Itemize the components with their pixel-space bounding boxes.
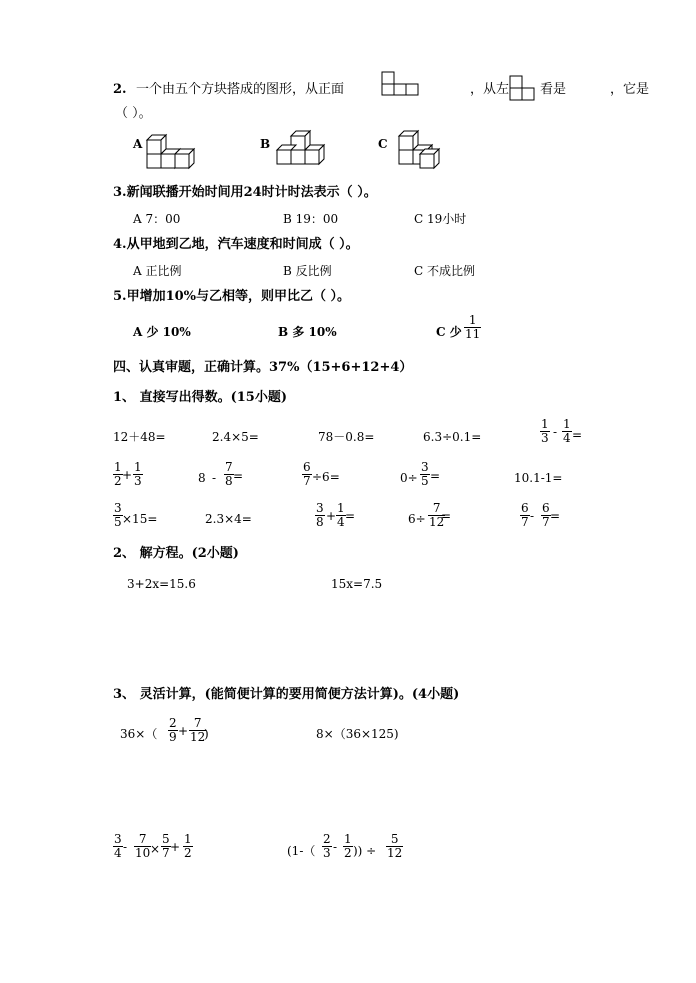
- flex-c-fraction-b: $\frac{7}{10}$: [135, 832, 151, 860]
- q3-text: 3.新闻联播开始时间用24时计时法表示（ ）。: [113, 185, 377, 200]
- q5-option-a: A 少 10%: [133, 325, 191, 339]
- section-4-title: 四、认真审题，正确计算。37%（15+6+12+4）: [113, 360, 413, 375]
- calc-1: 12＋48=: [113, 430, 166, 444]
- calc-4: 6.3÷0.1=: [423, 430, 482, 444]
- flex-c-fraction-c: $\frac{5}{7}$: [162, 832, 170, 860]
- q2-answer-paren: （ ）。: [115, 106, 152, 121]
- calc-15-fraction-a: $\frac{6}{7}$: [521, 501, 529, 529]
- q2-text-see: 看是: [540, 82, 567, 97]
- calc-11-fraction: $\frac{3}{5}$: [114, 501, 122, 529]
- calc-13-fraction-b: $\frac{1}{4}$: [337, 501, 345, 529]
- flex-c-fraction-d: $\frac{1}{2}$: [184, 832, 192, 860]
- left-view-figure: [508, 74, 538, 102]
- front-view-figure: [380, 70, 420, 96]
- calc-12: 2.3×4=: [205, 512, 252, 526]
- q5-text: 5.甲增加10%与乙相等，则甲比乙（ ）。: [113, 289, 351, 304]
- flex-a-prefix: 36×（: [120, 727, 158, 741]
- q2-number: 2.: [113, 82, 127, 97]
- q2-option-c: C: [378, 137, 388, 151]
- equation-1: 3+2x=15.6: [127, 577, 196, 591]
- q2-text-left: ，从左: [470, 82, 510, 97]
- flex-d-fraction-c: $\frac{5}{12}$: [387, 832, 403, 860]
- flex-a-fraction-b: $\frac{7}{12}$: [190, 716, 206, 744]
- equation-2: 15x=7.5: [331, 577, 383, 591]
- calc-8-fraction: $\frac{6}{7}$: [303, 460, 311, 488]
- calc-15-fraction-b: $\frac{6}{7}$: [542, 501, 550, 529]
- option-b-cube-figure: [276, 126, 328, 172]
- calc-10: 10.1-1=: [514, 471, 563, 485]
- q3-option-c: C 19小时: [414, 212, 467, 226]
- calc-7-whole: 8: [198, 471, 206, 485]
- flex-d-fraction-a: $\frac{2}{3}$: [323, 832, 331, 860]
- q5-option-c-fraction: $\frac{1}{11}$: [465, 313, 481, 341]
- calc-8-rest: ÷6=: [312, 470, 340, 484]
- q4-text: 4.从甲地到乙地，汽车速度和时间成（ ）。: [113, 237, 359, 252]
- calc-6-fraction-b: $\frac{1}{3}$: [134, 460, 142, 488]
- q4-option-b: B 反比例: [283, 264, 332, 278]
- calc-3: 78－0.8=: [318, 430, 375, 444]
- flex-d-prefix: (1-（: [287, 844, 316, 858]
- calc-7-fraction: $\frac{7}{8}$: [225, 460, 233, 488]
- option-c-cube-figure: [398, 126, 450, 172]
- q3-option-a: A 7：00: [133, 212, 181, 226]
- calc-5-fraction-b: $\frac{1}{4}$: [563, 417, 571, 445]
- part-2-title: 2、 解方程。(2小题): [113, 546, 239, 561]
- calc-14-fraction: $\frac{7}{12}$: [429, 501, 445, 529]
- calc-9-zero: 0÷: [400, 471, 418, 485]
- q4-option-c: C 不成比例: [414, 264, 475, 278]
- q5-option-c: C 少: [436, 325, 462, 339]
- q2-option-b: B: [260, 137, 271, 151]
- q3-option-b: B 19：00: [283, 212, 339, 226]
- calc-6-fraction-a: $\frac{1}{2}$: [114, 460, 122, 488]
- flex-d-fraction-b: $\frac{1}{2}$: [344, 832, 352, 860]
- flex-d-mid: )) ÷: [353, 844, 377, 858]
- q5-option-b: B 多 10%: [278, 325, 337, 339]
- calc-2: 2.4×5=: [212, 430, 259, 444]
- flex-c-fraction-a: $\frac{3}{4}$: [114, 832, 122, 860]
- calc-5-fraction-a: $\frac{1}{3}$: [541, 417, 549, 445]
- q2-option-a: A: [133, 137, 143, 151]
- calc-13-fraction-a: $\frac{3}{8}$: [316, 501, 324, 529]
- option-a-cube-figure: [146, 128, 198, 174]
- flex-a-suffix: ): [204, 727, 209, 741]
- q2-text: 一个由五个方块搭成的图形，从正面: [136, 82, 345, 97]
- part-3-title: 3、 灵活计算，(能简便计算的要用简便方法计算)。(4小题): [113, 687, 460, 702]
- flex-a-fraction-a: $\frac{2}{9}$: [169, 716, 177, 744]
- q4-option-a: A 正比例: [133, 264, 182, 278]
- calc-11-rest: ×15=: [122, 512, 158, 526]
- q2-text-it: ，它是: [610, 82, 650, 97]
- part-1-title: 1、 直接写出得数。(15小题): [113, 390, 287, 405]
- flex-b: 8×（36×125): [316, 727, 399, 741]
- calc-9-fraction: $\frac{3}{5}$: [421, 460, 429, 488]
- calc-14-whole: 6÷: [408, 512, 426, 526]
